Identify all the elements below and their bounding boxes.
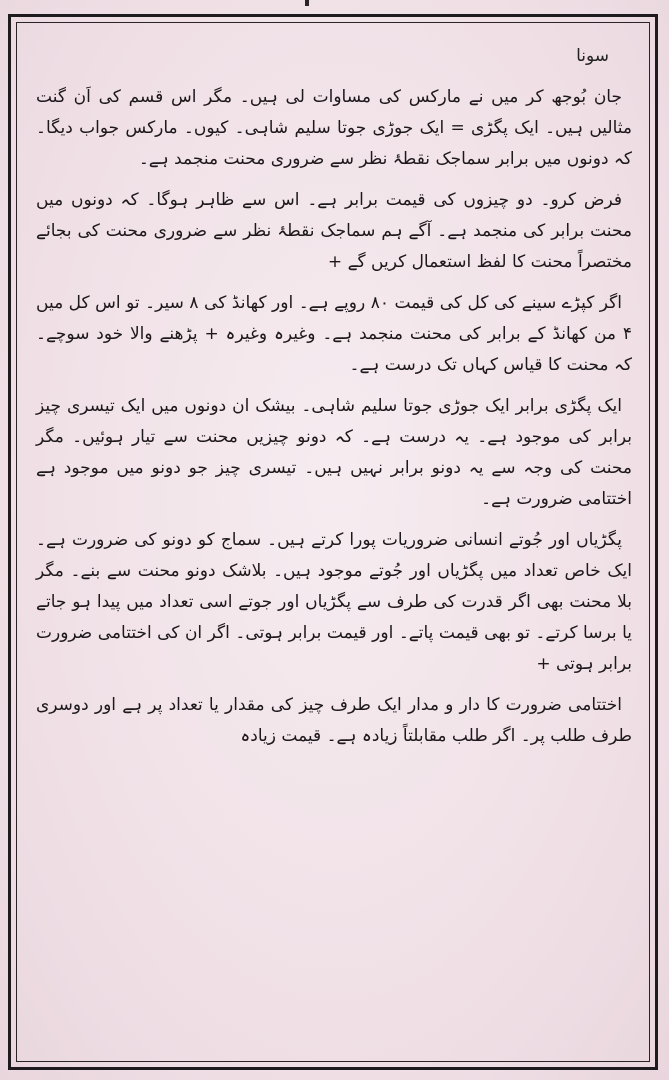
page-header: سونا <box>576 46 609 66</box>
paragraph-5: پگڑیاں اور جُوتے انسانی ضروریات پورا کرتے ہیں۔ سماج کو دونو کی ضرورت ہے۔ ایک خاص تعداد میں پگڑیاں اور جُوتے موجود ہیں۔ بلاشک دونو محنت سے بنے۔ مگر بلا محنت بھی اگر قدرت کی طرف سے پگڑیاں اور جوتے اسی تعداد میں پیدا ہو جاتے یا برسا کرتے۔ تو بھی قیمت پاتے۔ اور قیمت برابر ہوتی۔ اگر ان کی اختتامی ضرورت برابر ہوتی + <box>36 530 632 674</box>
paragraph-1: جان بُوجھ کر میں نے مارکس کی مساوات لی ہیں۔ مگر اس قسم کی اَن گنت مثالیں ہیں۔ ایک پگڑی = ایک جوڑی جوتا سلیم شاہی۔ کیوں۔ مارکس جواب دیگا۔ کہ دونوں میں برابر سماجک نقطۂ نظر سے ضروری محنت منجمد ہے۔ <box>36 87 632 169</box>
body-text <box>36 82 632 758</box>
top-edge-mark <box>305 0 309 6</box>
paragraph-6: اختتامی ضرورت کا دار و مدار ایک طرف چیز کی مقدار یا تعداد پر ہے اور دوسری طرف طلب پر۔ اگر طلب مقابلتاً زیادہ ہے۔ قیمت زیادہ <box>36 695 632 746</box>
paragraph-3: اگر کپڑے سینے کی کل کی قیمت ۸۰ روپے ہے۔ اور کھانڈ کی ۸ سیر۔ تو اس کل میں ۴ من کھانڈ کے برابر کی محنت منجمد ہے۔ وغیرہ وغیرہ + پڑھنے والا خود سوچے۔ کہ محنت کا قیاس کہاں تک درست ہے۔ <box>36 293 632 375</box>
paragraph-2: فرض کرو۔ دو چیزوں کی قیمت برابر ہے۔ اس سے ظاہر ہوگا۔ کہ دونوں میں محنت برابر کی منجمد ہے۔ آگے ہم سماجک نقطۂ نظر سے ضروری محنت کی بجائے مختصراً محنت کا لفظ استعمال کریں گے + <box>36 190 632 272</box>
paragraph-4: ایک پگڑی برابر ایک جوڑی جوتا سلیم شاہی۔ بیشک ان دونوں میں ایک تیسری چیز برابر کی موجود ہے۔ یہ درست ہے۔ کہ دونو چیزیں محنت سے تیار ہوئیں۔ مگر محنت کی وجہ سے یہ دونو برابر نہیں ہیں۔ تیسری چیز جو دونو میں موجود ہے اختتامی ضرورت ہے۔ <box>36 396 632 509</box>
